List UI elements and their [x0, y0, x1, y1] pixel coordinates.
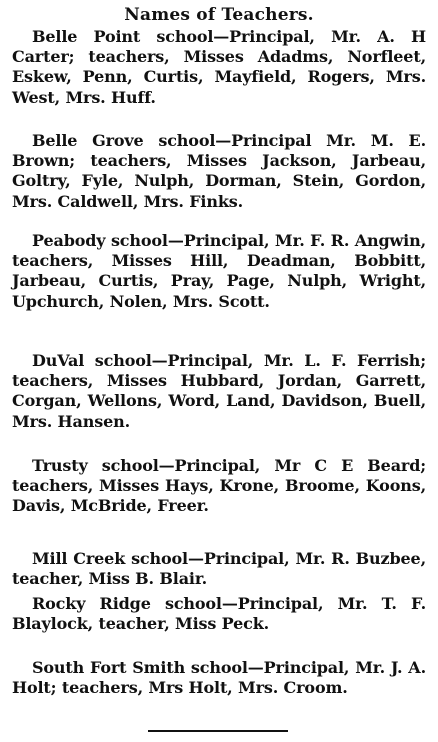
paragraph-trusty: Trusty school—Principal, Mr C E Beard; teachers, Misses Hays, Krone, Broome, Koons, Davis, McBride, Freer. — [12, 456, 426, 516]
article-title: Names of Teachers. — [124, 5, 314, 25]
paragraph-rocky-ridge: Rocky Ridge school—Principal, Mr. T. F. Blaylock, teacher, Miss Peck. — [12, 594, 426, 634]
closing-rule — [148, 730, 288, 732]
paragraph-mill-creek: Mill Creek school—Principal, Mr. R. Buzbee, teacher, Miss B. Blair. — [12, 549, 426, 589]
paragraph-belle-grove: Belle Grove school—Principal Mr. M. E. Brown; teachers, Misses Jackson, Jarbeau, Goltry, Fyle, Nulph, Dorman, Stein, Gordon, Mrs. Caldwell, Mrs. Finks. — [12, 131, 426, 211]
paragraph-duval: DuVal school—Principal, Mr. L. F. Ferrish; teachers, Misses Hubbard, Jordan, Garrett, Corgan, Wellons, Word, Land, Davidson, Buell, Mrs. Hansen. — [12, 351, 426, 431]
paragraph-south-fort-smith: South Fort Smith school—Principal, Mr. J. A. Holt; teachers, Mrs Holt, Mrs. Croom. — [12, 658, 426, 698]
paragraph-belle-point: Belle Point school—Principal, Mr. A. H Carter; teachers, Misses Adadms, Norfleet, Eskew, Penn, Curtis, Mayfield, Rogers, Mrs. West, Mrs. Huff. — [12, 27, 426, 107]
paragraph-peabody: Peabody school—Principal, Mr. F. R. Angwin, teachers, Misses Hill, Deadman, Bobbitt, Jarbeau, Curtis, Pray, Page, Nulph, Wright, Upchurch, Nolen, Mrs. Scott. — [12, 231, 426, 311]
